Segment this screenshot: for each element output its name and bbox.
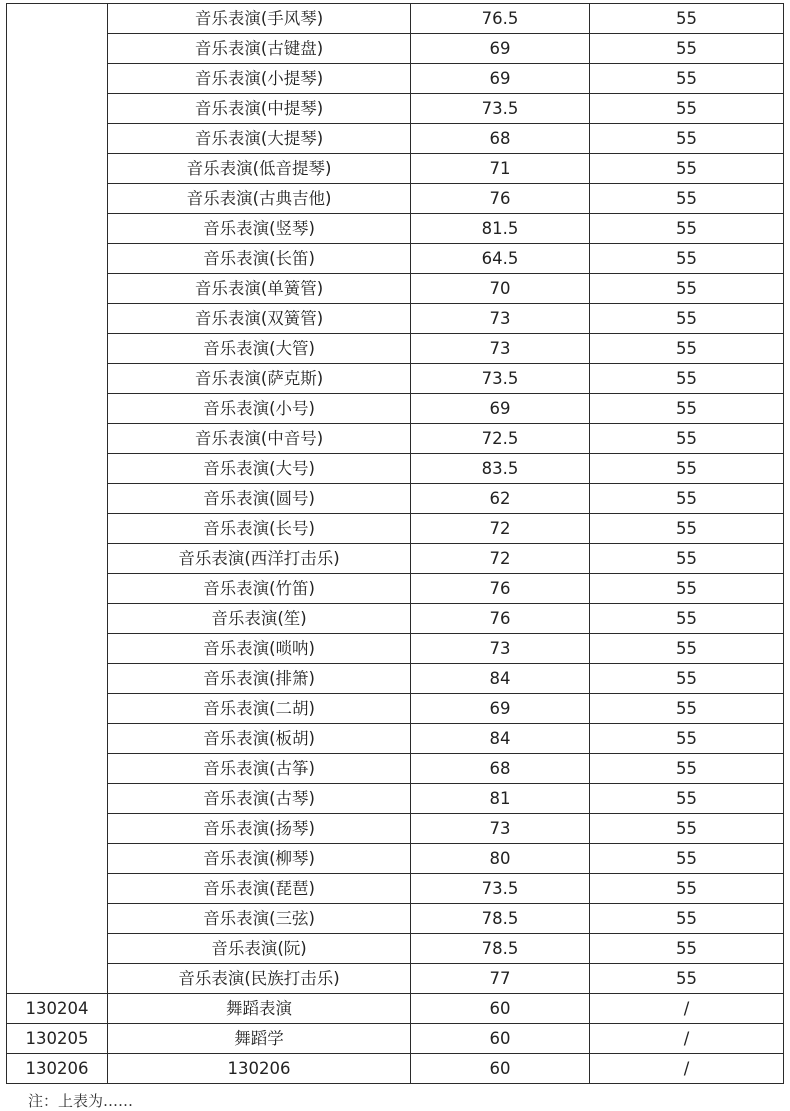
line-cell: 55 <box>590 814 784 844</box>
table-row <box>7 544 784 574</box>
table-row <box>7 124 784 154</box>
table-row <box>7 694 784 724</box>
table-row <box>7 4 784 34</box>
score-cell: 80 <box>411 844 590 874</box>
score-cell: 64.5 <box>411 244 590 274</box>
score-cell: 62 <box>411 484 590 514</box>
name-cell: 音乐表演(笙) <box>108 604 411 634</box>
line-cell: 55 <box>590 604 784 634</box>
line-cell: 55 <box>590 724 784 754</box>
name-cell: 音乐表演(大号) <box>108 454 411 484</box>
score-cell: 72 <box>411 544 590 574</box>
score-cell: 81 <box>411 784 590 814</box>
name-cell: 音乐表演(低音提琴) <box>108 154 411 184</box>
name-cell: 音乐表演(大提琴) <box>108 124 411 154</box>
line-cell: 55 <box>590 514 784 544</box>
table-row <box>7 64 784 94</box>
line-cell: 55 <box>590 64 784 94</box>
line-cell: 55 <box>590 934 784 964</box>
table-row <box>7 94 784 124</box>
score-table <box>6 3 784 1084</box>
line-cell: 55 <box>590 394 784 424</box>
table-row <box>7 274 784 304</box>
line-cell: 55 <box>590 424 784 454</box>
line-cell: 55 <box>590 874 784 904</box>
score-cell: 73 <box>411 634 590 664</box>
score-cell: 73 <box>411 334 590 364</box>
line-cell: 55 <box>590 244 784 274</box>
score-cell: 60 <box>411 1054 590 1084</box>
score-cell: 77 <box>411 964 590 994</box>
line-cell: 55 <box>590 4 784 34</box>
name-cell: 音乐表演(阮) <box>108 934 411 964</box>
code-cell: 130205 <box>7 1024 108 1054</box>
score-table-body <box>7 4 784 1084</box>
line-cell: 55 <box>590 154 784 184</box>
table-row <box>7 934 784 964</box>
score-cell: 60 <box>411 994 590 1024</box>
score-cell: 73.5 <box>411 94 590 124</box>
line-cell: 55 <box>590 124 784 154</box>
score-cell: 78.5 <box>411 934 590 964</box>
score-cell: 72.5 <box>411 424 590 454</box>
score-cell: 76 <box>411 574 590 604</box>
score-cell: 60 <box>411 1024 590 1054</box>
table-row <box>7 1024 784 1054</box>
score-cell: 73.5 <box>411 364 590 394</box>
name-cell: 音乐表演(扬琴) <box>108 814 411 844</box>
table-row <box>7 814 784 844</box>
name-cell: 音乐表演(长号) <box>108 514 411 544</box>
table-row <box>7 784 784 814</box>
score-cell: 78.5 <box>411 904 590 934</box>
line-cell: 55 <box>590 664 784 694</box>
line-cell: 55 <box>590 484 784 514</box>
table-row <box>7 214 784 244</box>
line-cell: 55 <box>590 454 784 484</box>
name-cell: 音乐表演(竹笛) <box>108 574 411 604</box>
name-cell: 舞蹈学 <box>108 1024 411 1054</box>
name-cell: 音乐表演(柳琴) <box>108 844 411 874</box>
table-row <box>7 994 784 1024</box>
score-cell: 72 <box>411 514 590 544</box>
name-cell: 音乐表演(排箫) <box>108 664 411 694</box>
score-cell: 71 <box>411 154 590 184</box>
score-cell: 73 <box>411 304 590 334</box>
table-row <box>7 724 784 754</box>
line-cell: 55 <box>590 964 784 994</box>
code-cell: 130206 <box>7 1054 108 1084</box>
name-cell: 音乐表演(唢呐) <box>108 634 411 664</box>
name-cell: 音乐表演(萨克斯) <box>108 364 411 394</box>
table-row <box>7 1054 784 1084</box>
name-cell: 音乐表演(手风琴) <box>108 4 411 34</box>
line-cell: 55 <box>590 214 784 244</box>
line-cell: 55 <box>590 904 784 934</box>
name-cell: 音乐表演(双簧管) <box>108 304 411 334</box>
line-cell: 55 <box>590 334 784 364</box>
name-cell: 音乐表演(板胡) <box>108 724 411 754</box>
table-row <box>7 424 784 454</box>
line-cell: 55 <box>590 364 784 394</box>
name-cell: 音乐表演(琵琶) <box>108 874 411 904</box>
line-cell: 55 <box>590 544 784 574</box>
table-row <box>7 454 784 484</box>
table-row <box>7 484 784 514</box>
line-cell: 55 <box>590 844 784 874</box>
score-cell: 76 <box>411 604 590 634</box>
table-row <box>7 604 784 634</box>
score-cell: 83.5 <box>411 454 590 484</box>
line-cell: 55 <box>590 754 784 784</box>
line-cell: 55 <box>590 274 784 304</box>
line-cell: 55 <box>590 784 784 814</box>
name-cell: 音乐表演(三弦) <box>108 904 411 934</box>
footnote: 注：上表为…… <box>28 1092 134 1110</box>
name-cell: 音乐表演(古键盘) <box>108 34 411 64</box>
name-cell: 音乐表演(大管) <box>108 334 411 364</box>
name-cell: 音乐表演(中音号) <box>108 424 411 454</box>
score-cell: 69 <box>411 64 590 94</box>
line-cell: / <box>590 994 784 1024</box>
line-cell: 55 <box>590 94 784 124</box>
score-cell: 69 <box>411 34 590 64</box>
score-cell: 69 <box>411 694 590 724</box>
name-cell: 音乐表演(古典吉他) <box>108 184 411 214</box>
line-cell: 55 <box>590 694 784 724</box>
line-cell: 55 <box>590 634 784 664</box>
score-cell: 84 <box>411 664 590 694</box>
name-cell: 舞蹈表演 <box>108 994 411 1024</box>
code-cell-merged <box>7 4 108 994</box>
line-cell: 55 <box>590 184 784 214</box>
name-cell: 音乐表演(民族打击乐) <box>108 964 411 994</box>
name-cell: 音乐表演(二胡) <box>108 694 411 724</box>
line-cell: / <box>590 1024 784 1054</box>
name-cell: 130206 <box>108 1054 411 1084</box>
table-row <box>7 574 784 604</box>
line-cell: / <box>590 1054 784 1084</box>
line-cell: 55 <box>590 574 784 604</box>
table-row <box>7 244 784 274</box>
score-cell: 73.5 <box>411 874 590 904</box>
name-cell: 音乐表演(中提琴) <box>108 94 411 124</box>
table-row <box>7 394 784 424</box>
table-row <box>7 844 784 874</box>
line-cell: 55 <box>590 304 784 334</box>
line-cell: 55 <box>590 34 784 64</box>
name-cell: 音乐表演(长笛) <box>108 244 411 274</box>
name-cell: 音乐表演(西洋打击乐) <box>108 544 411 574</box>
name-cell: 音乐表演(圆号) <box>108 484 411 514</box>
table-row <box>7 514 784 544</box>
code-cell: 130204 <box>7 994 108 1024</box>
table-row <box>7 964 784 994</box>
name-cell: 音乐表演(单簧管) <box>108 274 411 304</box>
table-row <box>7 304 784 334</box>
name-cell: 音乐表演(古琴) <box>108 784 411 814</box>
score-cell: 76 <box>411 184 590 214</box>
score-cell: 84 <box>411 724 590 754</box>
name-cell: 音乐表演(竖琴) <box>108 214 411 244</box>
score-cell: 68 <box>411 754 590 784</box>
table-row <box>7 634 784 664</box>
table-row <box>7 184 784 214</box>
table-row <box>7 754 784 784</box>
table-row <box>7 334 784 364</box>
score-cell: 68 <box>411 124 590 154</box>
table-row <box>7 364 784 394</box>
name-cell: 音乐表演(小号) <box>108 394 411 424</box>
table-row <box>7 874 784 904</box>
score-cell: 73 <box>411 814 590 844</box>
table-row <box>7 904 784 934</box>
score-cell: 81.5 <box>411 214 590 244</box>
score-cell: 69 <box>411 394 590 424</box>
name-cell: 音乐表演(小提琴) <box>108 64 411 94</box>
table-row <box>7 664 784 694</box>
table-row <box>7 154 784 184</box>
name-cell: 音乐表演(古筝) <box>108 754 411 784</box>
score-cell: 70 <box>411 274 590 304</box>
table-row <box>7 34 784 64</box>
score-cell: 76.5 <box>411 4 590 34</box>
